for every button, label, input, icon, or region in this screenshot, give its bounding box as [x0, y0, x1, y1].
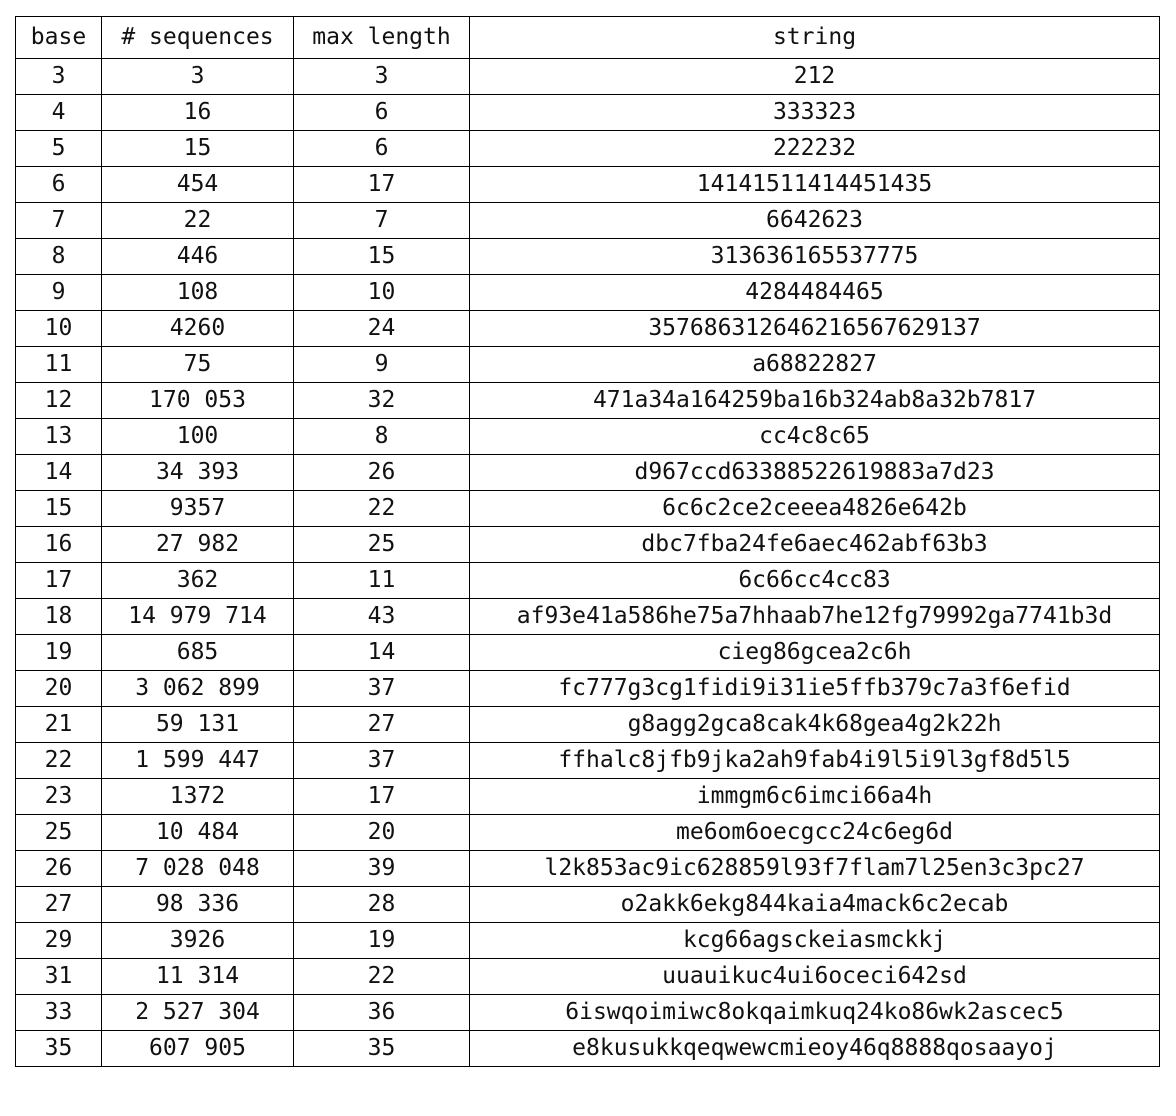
cell-max-length: 14: [294, 635, 470, 671]
cell-string: 14141511414451435: [470, 167, 1160, 203]
cell-max-length: 24: [294, 311, 470, 347]
cell-sequences: 22: [102, 203, 294, 239]
cell-string: uuauikuc4ui6oceci642sd: [470, 959, 1160, 995]
cell-string: 4284484465: [470, 275, 1160, 311]
cell-sequences: 9357: [102, 491, 294, 527]
cell-base: 23: [16, 779, 102, 815]
cell-sequences: 2 527 304: [102, 995, 294, 1031]
header-row: [16, 17, 1160, 59]
cell-sequences: 27 982: [102, 527, 294, 563]
cell-base: 25: [16, 815, 102, 851]
table-row: [16, 707, 1160, 743]
table-row: [16, 887, 1160, 923]
cell-max-length: 8: [294, 419, 470, 455]
cell-string: cieg86gcea2c6h: [470, 635, 1160, 671]
cell-base: 19: [16, 635, 102, 671]
cell-base: 31: [16, 959, 102, 995]
cell-max-length: 22: [294, 491, 470, 527]
cell-max-length: 35: [294, 1031, 470, 1067]
cell-sequences: 100: [102, 419, 294, 455]
cell-sequences: 3926: [102, 923, 294, 959]
cell-sequences: 108: [102, 275, 294, 311]
table-row: [16, 851, 1160, 887]
cell-sequences: 1372: [102, 779, 294, 815]
cell-string: 357686312646216567629137: [470, 311, 1160, 347]
cell-sequences: 685: [102, 635, 294, 671]
cell-string: l2k853ac9ic628859l93f7flam7l25en3c3pc27: [470, 851, 1160, 887]
cell-max-length: 6: [294, 131, 470, 167]
cell-base: 10: [16, 311, 102, 347]
cell-string: 6642623: [470, 203, 1160, 239]
cell-sequences: 454: [102, 167, 294, 203]
cell-max-length: 7: [294, 203, 470, 239]
sequence-table: [15, 16, 1160, 1067]
cell-base: 16: [16, 527, 102, 563]
cell-max-length: 36: [294, 995, 470, 1031]
cell-base: 17: [16, 563, 102, 599]
cell-base: 26: [16, 851, 102, 887]
cell-string: 6iswqoimiwc8okqaimkuq24ko86wk2ascec5: [470, 995, 1160, 1031]
table-row: [16, 995, 1160, 1031]
cell-max-length: 6: [294, 95, 470, 131]
cell-base: 9: [16, 275, 102, 311]
table-row: [16, 923, 1160, 959]
cell-base: 7: [16, 203, 102, 239]
table-row: [16, 815, 1160, 851]
cell-base: 22: [16, 743, 102, 779]
table-row: [16, 671, 1160, 707]
table-row: [16, 1031, 1160, 1067]
cell-base: 33: [16, 995, 102, 1031]
cell-max-length: 22: [294, 959, 470, 995]
table-body: [16, 59, 1160, 1067]
cell-sequences: 4260: [102, 311, 294, 347]
table-row: [16, 167, 1160, 203]
cell-string: d967ccd63388522619883a7d23: [470, 455, 1160, 491]
cell-base: 29: [16, 923, 102, 959]
cell-string: 313636165537775: [470, 239, 1160, 275]
table-row: [16, 743, 1160, 779]
cell-max-length: 26: [294, 455, 470, 491]
cell-string: immgm6c6imci66a4h: [470, 779, 1160, 815]
cell-max-length: 17: [294, 779, 470, 815]
cell-base: 21: [16, 707, 102, 743]
cell-sequences: 10 484: [102, 815, 294, 851]
cell-sequences: 1 599 447: [102, 743, 294, 779]
cell-max-length: 25: [294, 527, 470, 563]
cell-sequences: 3: [102, 59, 294, 95]
cell-sequences: 75: [102, 347, 294, 383]
cell-sequences: 14 979 714: [102, 599, 294, 635]
cell-sequences: 34 393: [102, 455, 294, 491]
cell-base: 6: [16, 167, 102, 203]
cell-string: dbc7fba24fe6aec462abf63b3: [470, 527, 1160, 563]
table-row: [16, 527, 1160, 563]
cell-string: 222232: [470, 131, 1160, 167]
table-row: [16, 203, 1160, 239]
cell-string: me6om6oecgcc24c6eg6d: [470, 815, 1160, 851]
table-row: [16, 275, 1160, 311]
cell-sequences: 170 053: [102, 383, 294, 419]
header-sequences: # sequences: [102, 17, 294, 59]
cell-string: af93e41a586he75a7hhaab7he12fg79992ga7741b3d: [470, 599, 1160, 635]
cell-sequences: 362: [102, 563, 294, 599]
cell-base: 11: [16, 347, 102, 383]
cell-max-length: 43: [294, 599, 470, 635]
cell-base: 14: [16, 455, 102, 491]
cell-string: 212: [470, 59, 1160, 95]
table-row: [16, 59, 1160, 95]
cell-max-length: 17: [294, 167, 470, 203]
cell-max-length: 28: [294, 887, 470, 923]
table-row: [16, 239, 1160, 275]
cell-max-length: 37: [294, 743, 470, 779]
cell-max-length: 27: [294, 707, 470, 743]
cell-base: 8: [16, 239, 102, 275]
table-row: [16, 599, 1160, 635]
table-row: [16, 491, 1160, 527]
cell-base: 13: [16, 419, 102, 455]
cell-sequences: 446: [102, 239, 294, 275]
cell-sequences: 3 062 899: [102, 671, 294, 707]
cell-max-length: 11: [294, 563, 470, 599]
cell-string: 471a34a164259ba16b324ab8a32b7817: [470, 383, 1160, 419]
header-max-length: max length: [294, 17, 470, 59]
cell-string: kcg66agsckeiasmckkj: [470, 923, 1160, 959]
table-row: [16, 95, 1160, 131]
cell-max-length: 39: [294, 851, 470, 887]
table-row: [16, 779, 1160, 815]
cell-string: cc4c8c65: [470, 419, 1160, 455]
cell-string: g8agg2gca8cak4k68gea4g2k22h: [470, 707, 1160, 743]
cell-base: 15: [16, 491, 102, 527]
cell-max-length: 37: [294, 671, 470, 707]
table-row: [16, 131, 1160, 167]
table-row: [16, 347, 1160, 383]
cell-sequences: 11 314: [102, 959, 294, 995]
cell-string: o2akk6ekg844kaia4mack6c2ecab: [470, 887, 1160, 923]
cell-base: 4: [16, 95, 102, 131]
cell-string: ffhalc8jfb9jka2ah9fab4i9l5i9l3gf8d5l5: [470, 743, 1160, 779]
cell-string: 6c66cc4cc83: [470, 563, 1160, 599]
cell-sequences: 98 336: [102, 887, 294, 923]
table-row: [16, 635, 1160, 671]
cell-max-length: 9: [294, 347, 470, 383]
cell-sequences: 59 131: [102, 707, 294, 743]
table-row: [16, 311, 1160, 347]
cell-sequences: 607 905: [102, 1031, 294, 1067]
cell-sequences: 15: [102, 131, 294, 167]
table-row: [16, 419, 1160, 455]
cell-base: 18: [16, 599, 102, 635]
cell-max-length: 20: [294, 815, 470, 851]
cell-base: 12: [16, 383, 102, 419]
cell-max-length: 32: [294, 383, 470, 419]
cell-max-length: 10: [294, 275, 470, 311]
cell-max-length: 3: [294, 59, 470, 95]
cell-string: e8kusukkqeqwewcmieoy46q8888qosaayoj: [470, 1031, 1160, 1067]
cell-base: 20: [16, 671, 102, 707]
cell-base: 3: [16, 59, 102, 95]
table-row: [16, 959, 1160, 995]
table-row: [16, 563, 1160, 599]
table-row: [16, 383, 1160, 419]
cell-sequences: 7 028 048: [102, 851, 294, 887]
cell-max-length: 15: [294, 239, 470, 275]
cell-base: 35: [16, 1031, 102, 1067]
cell-string: 333323: [470, 95, 1160, 131]
cell-sequences: 16: [102, 95, 294, 131]
header-string: string: [470, 17, 1160, 59]
cell-base: 27: [16, 887, 102, 923]
table-row: [16, 455, 1160, 491]
cell-string: fc777g3cg1fidi9i31ie5ffb379c7a3f6efid: [470, 671, 1160, 707]
cell-base: 5: [16, 131, 102, 167]
cell-string: 6c6c2ce2ceeea4826e642b: [470, 491, 1160, 527]
cell-max-length: 19: [294, 923, 470, 959]
cell-string: a68822827: [470, 347, 1160, 383]
header-base: base: [16, 17, 102, 59]
